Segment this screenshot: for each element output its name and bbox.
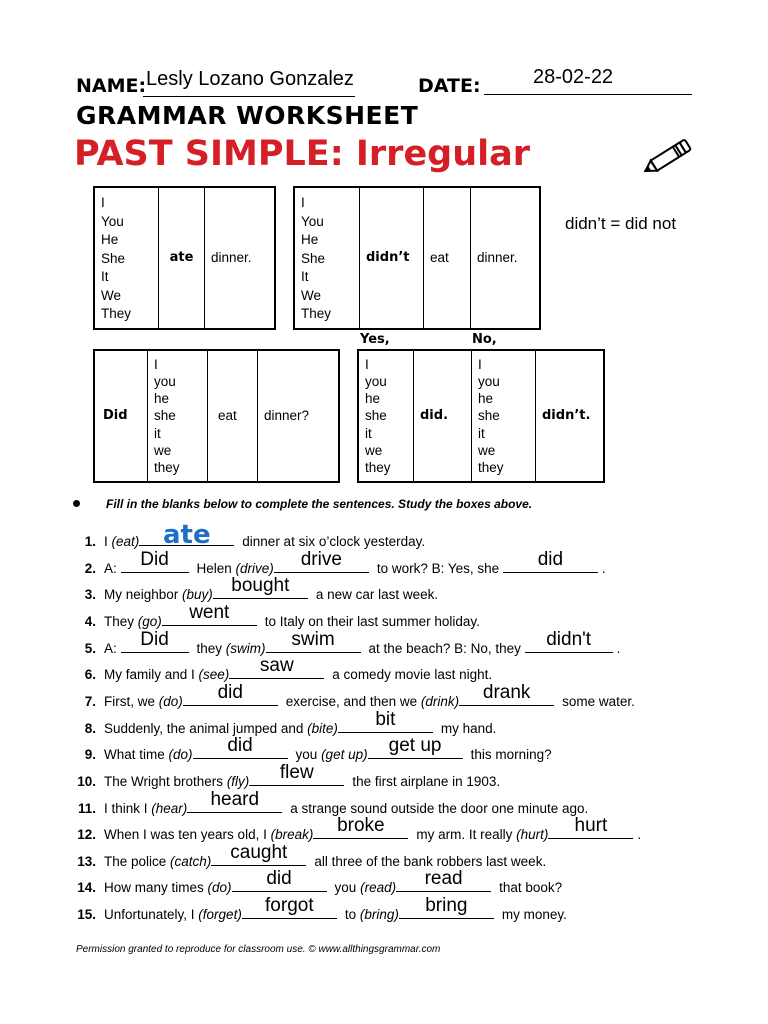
verb-hint: (break) (270, 827, 314, 843)
verb-hint: (fly) (226, 773, 250, 789)
answer-text: went (189, 601, 230, 623)
verb-hint: (swim) (225, 640, 266, 656)
worksheet-title: GRAMMAR WORKSHEET (76, 101, 419, 130)
pronoun-column-yes (359, 351, 414, 481)
answer-blank[interactable] (139, 520, 234, 550)
verb-hint: (catch) (170, 853, 212, 869)
verb-hint: (eat) (111, 534, 140, 549)
answer-text: did (227, 735, 253, 757)
sentence-fragment: . (616, 640, 621, 656)
answer-text: did (266, 868, 292, 890)
sentence-fragment: to (344, 907, 360, 923)
verb-hint: (do) (168, 747, 193, 763)
yes-label: Yes, (360, 332, 390, 347)
pronoun: They (101, 306, 132, 321)
date-label: DATE: (418, 75, 481, 97)
verb-hint: (get up) (321, 747, 368, 763)
verb-hint: (see) (198, 667, 230, 683)
sentence-number: 6. (84, 667, 96, 683)
sentence-fragment: this morning? (470, 747, 552, 763)
answer-text: didn't (546, 628, 592, 650)
pronoun: it (365, 425, 372, 441)
sentence-fragment: . (601, 560, 606, 576)
table-short-answers (357, 349, 605, 483)
sentence-fragment: A: (104, 560, 121, 576)
pronoun: you (365, 373, 387, 389)
pronoun: he (478, 391, 494, 407)
pronoun: He (101, 232, 119, 247)
pronoun: you (154, 373, 176, 389)
pronoun: she (365, 408, 387, 424)
answer-blank[interactable] (193, 735, 288, 759)
verb-hint: (go) (137, 613, 162, 629)
pronoun: You (101, 213, 124, 229)
sentence-fragment: What time (104, 747, 169, 763)
pronoun: I (478, 356, 482, 372)
answer-blank[interactable] (211, 841, 306, 866)
answer-text: hurt (574, 815, 608, 837)
answer-blank[interactable] (242, 895, 337, 919)
answer-text: Did (140, 548, 169, 570)
sentence-fragment: my hand. (440, 720, 497, 736)
pronoun: He (301, 232, 319, 247)
answer-blank[interactable] (213, 575, 308, 599)
object-cell: dinner. (211, 249, 252, 265)
answer-text: did (537, 548, 564, 570)
sentence-number: 13. (77, 853, 96, 869)
sentence-text (104, 895, 567, 926)
pronoun: it (478, 425, 485, 441)
sentence-fragment: When I was ten years old, I (104, 827, 271, 843)
sentence-fragment: They (104, 613, 138, 629)
answer-text: bought (231, 575, 290, 597)
sentence-number: 14. (77, 880, 96, 896)
didnt-cell: didn’t. (542, 407, 591, 423)
pronoun: You (301, 213, 324, 229)
answer-blank[interactable] (503, 548, 598, 573)
sentence-number: 12. (77, 827, 96, 843)
pronoun: It (101, 269, 109, 284)
answer-text: saw (259, 655, 294, 677)
answer-blank[interactable] (121, 628, 189, 653)
verb-cell: eat (208, 351, 258, 481)
sentence-row (70, 655, 730, 686)
answer-text: drive (300, 548, 342, 570)
answer-blank[interactable] (338, 708, 433, 733)
answer-blank[interactable] (525, 628, 613, 653)
sentence-fragment: they (196, 640, 226, 656)
pronoun: We (301, 287, 322, 303)
sentence-fragment: you (334, 880, 361, 896)
pronoun: I (365, 356, 369, 372)
answer-blank[interactable] (187, 788, 282, 813)
pronoun: I (154, 356, 158, 372)
sentence-fragment: exercise, and then we (285, 693, 421, 709)
sentence-number: 15. (77, 907, 96, 923)
answer-text: Did (140, 628, 169, 650)
pronoun-column (295, 188, 360, 328)
main-title: PAST SIMPLE: Irregular (74, 134, 531, 174)
sentence-fragment: my arm. It really (416, 827, 517, 843)
sentence-fragment: all three of the bank robbers last week. (314, 853, 547, 869)
sentence-fragment: The Wright brothers (104, 773, 227, 789)
no-label: No, (472, 332, 497, 347)
footer-permission: Permission granted to reproduce for classroom use. © www.allthingsgrammar.com (76, 944, 441, 955)
sentence-number: 8. (84, 720, 96, 736)
answer-blank[interactable] (313, 815, 408, 839)
sentence-fragment: Helen (196, 560, 236, 576)
sentence-row (70, 895, 730, 926)
date-underline (484, 94, 692, 95)
verb-cell: eat (424, 188, 471, 328)
answer-text: heard (210, 788, 260, 810)
sentence-fragment: the first airplane in 1903. (352, 773, 501, 789)
answer-blank[interactable] (183, 681, 278, 706)
sentence-fragment: . (637, 827, 642, 843)
pronoun: she (478, 408, 500, 424)
bullet-icon (73, 500, 80, 507)
sentence-number: 5. (84, 640, 96, 656)
sentence-fragment: to work? B: Yes, she (376, 560, 503, 576)
verb-hint: (read) (360, 880, 397, 896)
sentence-fragment: I (104, 534, 112, 549)
sentence-row (70, 761, 730, 793)
sentence-fragment: How many times (104, 880, 208, 896)
name-label: NAME: (76, 75, 147, 97)
sentence-number: 11. (77, 800, 96, 816)
pronoun: you (478, 373, 500, 389)
pronoun: it (154, 425, 161, 441)
instruction: Fill in the blanks below to complete the sentences. Study the boxes above. (106, 497, 533, 511)
answer-blank[interactable] (396, 868, 491, 892)
pencil-icon (638, 136, 698, 180)
answer-blank[interactable] (399, 895, 494, 919)
answer-text: swim (291, 628, 335, 650)
table-affirmative (93, 186, 276, 330)
verb-hint: (do) (207, 880, 232, 896)
sentence-text (104, 548, 606, 580)
pronoun: She (301, 250, 326, 266)
pronoun: he (154, 391, 170, 407)
answer-blank[interactable] (232, 868, 327, 892)
sentence-fragment: a comedy movie last night. (332, 667, 493, 683)
sentence-fragment: my money. (501, 907, 567, 923)
sentence-fragment: My neighbor (104, 587, 183, 603)
sentence-fragment: Unfortunately, I (104, 907, 199, 923)
verb-hint: (buy) (182, 587, 213, 603)
verb-hint: (forget) (198, 907, 242, 923)
pronoun: I (301, 195, 305, 210)
answer-text: read (424, 868, 463, 890)
table-negative (293, 186, 541, 330)
answer-blank[interactable] (162, 601, 257, 626)
sentence-fragment: that book? (499, 880, 563, 896)
pronoun: They (301, 306, 332, 321)
answer-text: drank (482, 681, 531, 703)
answer-text: bit (375, 708, 396, 730)
pronoun: We (101, 287, 122, 303)
didnt-note: didn’t = did not (565, 214, 677, 233)
sentence-number: 10. (77, 773, 96, 789)
verb-hint: (drive) (235, 560, 274, 576)
answer-blank[interactable] (548, 815, 633, 839)
sentence-row (70, 548, 730, 580)
verb-hint: (bring) (359, 907, 399, 923)
sentence-fragment: some water. (562, 693, 635, 709)
sentence-fragment: The police (104, 853, 171, 869)
sentence-row (70, 628, 730, 660)
sentence-row (70, 815, 730, 846)
pronoun: they (154, 460, 180, 475)
answer-blank[interactable] (368, 735, 463, 759)
answer-blank[interactable] (249, 761, 344, 786)
sentence-number: 9. (84, 747, 96, 763)
date-value[interactable]: 28-02-22 (533, 66, 614, 88)
pronoun-column (148, 351, 208, 481)
answer-text: broke (337, 815, 385, 837)
sentence-fragment: at the beach? B: No, they (368, 640, 525, 656)
verb-hint: (hurt) (516, 827, 549, 843)
pronoun: she (154, 408, 176, 424)
name-underline (143, 96, 355, 97)
sentence-fragment: a new car last week. (315, 587, 439, 603)
verb-hint: (bite) (307, 720, 338, 736)
answer-text: did (217, 681, 243, 703)
sentence-number: 7. (84, 693, 96, 709)
sentence-number: 3. (84, 587, 96, 603)
answer-text: get up (388, 735, 442, 757)
pronoun: It (301, 269, 309, 284)
answer-text: forgot (265, 895, 314, 917)
aux-cell: didn’t (360, 188, 424, 328)
sentence-number: 4. (84, 613, 96, 629)
sentence-fragment: to Italy on their last summer holiday. (264, 613, 480, 629)
table-question (93, 349, 340, 483)
sentence-number: 1. (84, 534, 96, 549)
answer-blank[interactable] (266, 628, 361, 653)
pronoun-column-no (472, 351, 536, 481)
sentence-number: 2. (84, 560, 96, 576)
sentence-fragment: Suddenly, the animal jumped and (104, 720, 308, 736)
pronoun: we (154, 442, 172, 458)
verb-hint: (drink) (420, 693, 460, 709)
pronoun: we (478, 442, 496, 458)
answer-text: bring (425, 895, 468, 917)
sentence-text (104, 575, 439, 606)
did-cell: did. (414, 351, 472, 481)
pronoun: I (101, 195, 105, 210)
verb-hint: (hear) (151, 800, 188, 816)
object-cell: dinner? (264, 407, 310, 423)
sentence-fragment: you (295, 747, 322, 763)
sentence-fragment: First, we (104, 693, 159, 709)
sentence-fragment: a strange sound outside the door one minute ago. (290, 800, 589, 816)
sentence-text (104, 815, 642, 846)
pronoun: they (365, 460, 391, 475)
pronoun: She (101, 250, 126, 266)
sentence-fragment: My family and I (104, 667, 199, 683)
pronoun-column (95, 188, 159, 328)
answer-blank[interactable] (121, 548, 189, 573)
pronoun: they (478, 460, 504, 475)
verb-cell: ate (159, 188, 205, 328)
object-cell: dinner. (477, 249, 518, 265)
sentence-text (104, 628, 621, 660)
sentence-text (104, 655, 493, 686)
aux-cell: Did (95, 351, 148, 481)
pronoun: he (365, 391, 381, 407)
sentence-row (70, 735, 730, 766)
answer-text: flew (279, 761, 314, 783)
sentence-text (104, 761, 501, 793)
pronoun: we (365, 442, 383, 458)
name-value[interactable]: Lesly Lozano Gonzalez (146, 68, 354, 90)
answer-blank[interactable] (229, 655, 324, 679)
sentence-fragment: I think I (104, 800, 152, 816)
answer-text: caught (230, 841, 288, 863)
verb-hint: (do) (158, 693, 183, 709)
answer-blank[interactable] (274, 548, 369, 573)
sentence-fragment: dinner at six o’clock yesterday. (242, 534, 426, 549)
answer-text: ate (162, 520, 211, 550)
answer-blank[interactable] (459, 681, 554, 706)
sentence-fragment: A: (104, 640, 121, 656)
